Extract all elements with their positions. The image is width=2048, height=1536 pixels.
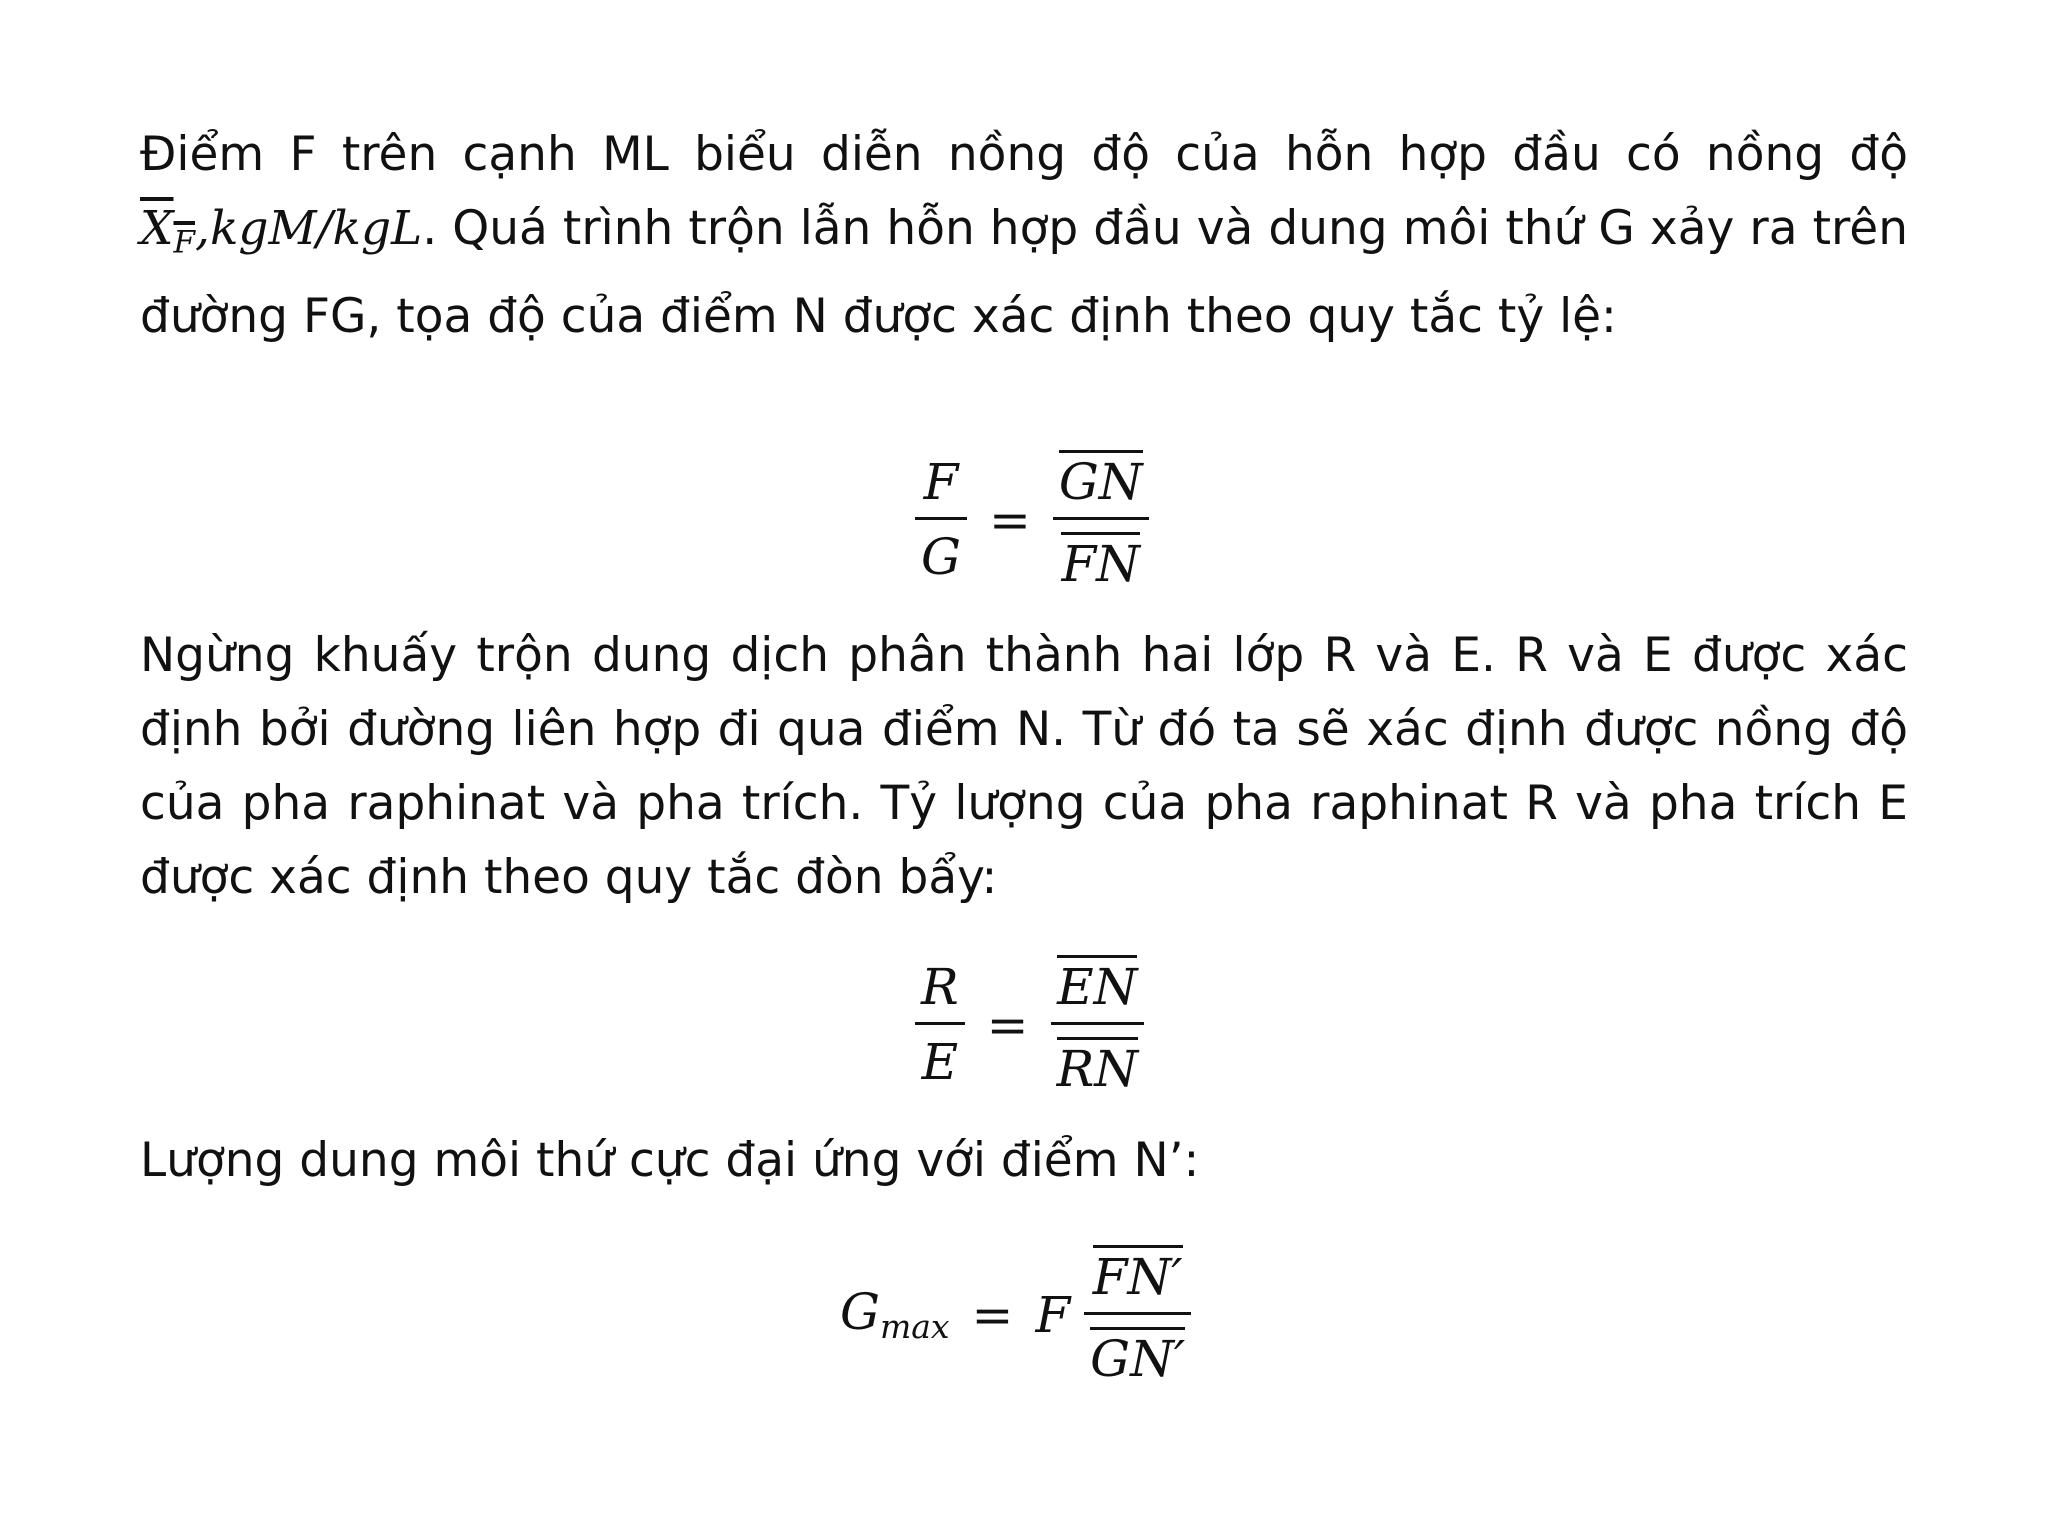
eq2-rhs-denominator: RN [1057,1037,1138,1094]
eq3-lhs-symbol: G [840,1282,880,1341]
eq2-rhs-numerator: EN [1057,955,1137,1012]
xf-concentration-symbol [140,201,423,261]
xf-subscript: F [173,224,195,261]
equation-mixing-rule [915,450,1149,593]
eq2-lhs-numerator: R [921,958,959,1016]
equation-lever-rule [915,955,1144,1098]
paragraph-max-solvent [140,1124,1908,1198]
concentration-unit: ,kgM/kgL [195,201,423,256]
xf-symbol: X [140,201,174,256]
equation-max-solvent [840,1245,1191,1388]
eq1-equals-sign: = [988,490,1031,549]
paragraph-3-text: Lượng dung môi thứ cực đại ứng với điểm N’: [140,1133,1200,1188]
eq3-rhs-numerator: FN′ [1093,1245,1183,1302]
paragraph-1-text-start: Điểm F trên cạnh ML biểu diễn nồng độ của hỗn hợp đầu có nồng độ [140,127,1908,182]
eq2-equals-sign: = [986,995,1029,1054]
fraction-fn-prime-over-gn-prime [1084,1245,1191,1388]
paragraph-mixing-intro [140,118,1908,354]
gmax-symbol [840,1283,950,1346]
eq3-lhs-subscript: max [879,1307,950,1347]
eq1-rhs-denominator: FN [1061,532,1139,589]
eq3-coefficient: F [1035,1285,1071,1344]
eq3-equals-sign: = [971,1285,1014,1344]
fraction-en-over-rn [1051,955,1144,1098]
eq1-lhs-denominator: G [921,528,961,586]
paragraph-phase-separation [140,619,1908,915]
eq1-lhs-numerator: F [923,453,959,511]
fraction-r-over-e [915,958,965,1091]
fraction-gn-over-fn [1053,450,1149,593]
eq1-rhs-numerator: GN [1059,450,1143,507]
fraction-f-over-g [915,453,967,586]
paragraph-1-text-end: . Quá trình trộn lẫn hỗn hợp đầu và dung môi thứ G xảy ra trên đường FG, tọa độ của điểm N được xác định theo quy tắc tỷ lệ: [140,201,1908,344]
eq3-rhs-denominator: GN′ [1090,1327,1185,1384]
paragraph-2-text: Ngừng khuấy trộn dung dịch phân thành hai lớp R và E. R và E được xác định bởi đường liên hợp đi qua điểm N. Từ đó ta sẽ xác định được nồng độ của pha raphinat và pha trích. Tỷ lượng của pha raphinat R và pha trích E được xác định theo quy tắc đòn bẩy: [140,628,1908,905]
eq2-lhs-denominator: E [921,1033,959,1091]
